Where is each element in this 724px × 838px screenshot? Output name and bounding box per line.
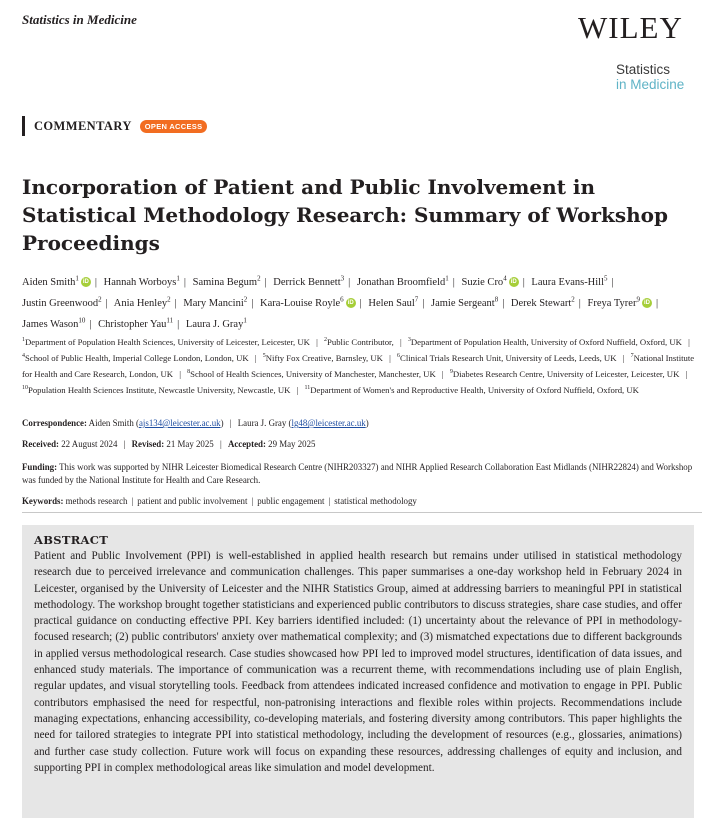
affiliation-text: National Institute for Health and Care Research, London, UK — [22, 352, 695, 379]
received-label: Received: — [22, 439, 59, 449]
separator: | — [611, 276, 614, 288]
accepted-label: Accepted: — [227, 439, 266, 449]
separator: | — [522, 276, 525, 288]
affiliation-number: 11 — [304, 384, 311, 391]
divider — [22, 512, 702, 513]
article-title: Incorporation of Patient and Public Involvement in Statistical Methodology Research: Summary of Workshop Proceedings — [22, 175, 668, 255]
separator: | — [89, 318, 92, 330]
separator: | — [685, 368, 688, 379]
orcid-icon[interactable]: iD — [82, 279, 89, 286]
keyword[interactable]: patient and public involvement — [137, 496, 248, 506]
author[interactable] — [22, 274, 91, 288]
author-name: Derrick Bennett — [273, 276, 341, 288]
author-affiliation-number: 3 — [340, 274, 345, 282]
affiliation — [397, 353, 616, 363]
received-date: 22 August 2024 — [61, 439, 118, 449]
separator: | — [389, 352, 391, 363]
author-name: Kara-Louise Royle — [259, 297, 341, 309]
author-affiliation-number: 1 — [75, 274, 79, 282]
orcid-icon[interactable]: iD — [643, 300, 650, 307]
affiliation — [324, 337, 394, 347]
affiliation — [187, 369, 436, 379]
separator: | — [655, 297, 659, 309]
separator: | — [688, 336, 690, 347]
correspondence-name-2: Laura J. Gray — [237, 418, 287, 428]
author[interactable] — [461, 274, 518, 288]
revised-label: Revised: — [131, 439, 165, 449]
separator: | — [441, 368, 444, 379]
author-name: Laura Evans-Hill — [531, 276, 605, 288]
author-affiliation-number: 4 — [503, 274, 507, 282]
affiliation-text: School of Health Sciences, University of Manchester, Manchester, UK — [190, 368, 436, 379]
section-bar — [22, 116, 25, 136]
orcid-icon[interactable]: iD — [510, 279, 517, 286]
separator: | — [94, 276, 97, 288]
author[interactable] — [192, 274, 261, 288]
funding-label: Funding: — [22, 462, 58, 472]
separator: | — [422, 297, 425, 309]
affiliation — [305, 385, 639, 395]
separator: | — [251, 297, 254, 309]
separator: | — [177, 318, 180, 330]
affiliation-number: 10 — [22, 384, 28, 391]
separator: | — [452, 276, 455, 288]
article-type-row — [22, 116, 207, 136]
author-name: Hannah Worboys — [103, 276, 177, 288]
affiliation — [22, 337, 310, 347]
separator: | — [316, 336, 318, 347]
separator: | — [264, 276, 267, 288]
author[interactable] — [185, 316, 247, 330]
author-name: Jonathan Broomfield — [356, 276, 446, 288]
article-dates: Received: 22 August 2024 | Revised: 21 May 2025 | Accepted: 29 May 2025 — [22, 439, 316, 449]
separator: | — [502, 297, 505, 309]
author[interactable] — [368, 295, 419, 309]
separator: | — [348, 276, 351, 288]
author-affiliation-number: 5 — [604, 274, 608, 282]
correspondence: Correspondence: Aiden Smith (ajs134@leicester.ac.uk) | Laura J. Gray (lg48@leicester.ac.uk) — [22, 418, 369, 428]
affiliation-text: Diabetes Research Centre, University of Leicester, Leicester, UK — [452, 368, 680, 379]
author-affiliation-number: 10 — [78, 316, 86, 324]
affiliation-number: 4 — [22, 352, 25, 359]
abstract-box — [22, 525, 694, 818]
author-affiliation-number: 6 — [340, 295, 344, 303]
email-link-2[interactable]: lg48@leicester.ac.uk — [291, 418, 366, 428]
separator: | — [328, 496, 331, 506]
author-name: Ania Henley — [113, 297, 168, 309]
publisher-logo[interactable]: WILEY — [578, 10, 683, 45]
affiliation-number: 9 — [449, 368, 453, 375]
author[interactable] — [273, 274, 345, 288]
keywords — [22, 495, 702, 508]
keyword[interactable]: public engagement — [257, 496, 325, 506]
affiliation-number: 8 — [187, 368, 191, 375]
affiliation — [22, 385, 290, 395]
affiliation-number: 6 — [397, 352, 401, 359]
funding-text: This work was supported by NIHR Leicester Biomedical Research Centre (NIHR203327) and NIHR Applied Research Collaboration East Midlands (NIHR22824) and Workshop was funded by the National Institute for Health and Care Research. — [22, 462, 693, 485]
author[interactable] — [259, 295, 356, 309]
author-name: Jamie Sergeant — [431, 297, 495, 309]
author-affiliation-number: 1 — [243, 316, 247, 324]
author[interactable] — [98, 316, 174, 330]
abstract-heading: ABSTRACT — [34, 533, 109, 547]
affiliation — [408, 337, 682, 347]
affiliation-text: Nifty Fox Creative, Barnsley, UK — [265, 352, 383, 363]
brand-line-1: Statistics — [616, 62, 671, 77]
separator: | — [174, 297, 177, 309]
author[interactable] — [587, 295, 652, 309]
affiliation-text: School of Public Health, Imperial College London, London, UK — [25, 352, 249, 363]
orcid-icon[interactable]: iD — [347, 300, 354, 307]
accepted-date: 29 May 2025 — [268, 439, 316, 449]
keyword[interactable]: methods research — [65, 496, 128, 506]
affiliation-number: 5 — [262, 352, 266, 359]
affiliation-text: Department of Population Health Sciences, University of Leicester, Leicester, UK — [25, 336, 310, 347]
author[interactable] — [103, 274, 180, 288]
keyword[interactable]: statistical methodology — [334, 496, 417, 506]
separator: | — [251, 496, 254, 506]
email-link-1[interactable]: ajs134@leicester.ac.uk — [138, 418, 221, 428]
open-access-badge[interactable]: OPEN ACCESS — [140, 120, 208, 133]
affiliation-text: Department of Population Health, University of Oxford Nuffield, Oxford, UK — [410, 336, 682, 347]
author[interactable] — [431, 295, 499, 309]
author-affiliation-number: 2 — [257, 274, 261, 282]
author[interactable] — [113, 295, 171, 309]
affiliation-text: Department of Women's and Reproductive Health, University of Oxford Nuffield, Oxford, UK — [310, 384, 639, 395]
keywords-label: Keywords: — [22, 496, 64, 506]
affiliation — [450, 369, 680, 379]
brand-line-2: in Medicine — [616, 77, 685, 92]
author-name: Justin Greenwood — [22, 297, 99, 309]
author[interactable] — [510, 295, 575, 309]
author[interactable] — [22, 316, 86, 330]
journal-name: Statistics in Medicine — [22, 12, 137, 27]
separator: | — [105, 297, 108, 309]
separator: | — [179, 368, 181, 379]
funding — [22, 461, 702, 487]
author-name: Helen Saul — [368, 297, 415, 309]
affiliation — [22, 353, 249, 363]
separator: | — [399, 336, 402, 347]
author-affiliation-number: 2 — [167, 295, 171, 303]
affiliation-text: Population Health Sciences Institute, Newcastle University, Newcastle, UK — [28, 384, 291, 395]
affiliation-text: Public Contributor, — [327, 336, 394, 347]
author-name: Suzie Cro — [461, 276, 504, 288]
author-affiliation-number: 2 — [98, 295, 102, 303]
author[interactable] — [531, 274, 608, 288]
affiliation-number: 3 — [407, 337, 411, 343]
author-name: Christopher Yau — [98, 318, 167, 330]
author-affiliation-number: 8 — [494, 295, 499, 303]
author[interactable] — [22, 295, 102, 309]
separator: | — [296, 384, 299, 395]
journal-brand-mark — [616, 62, 684, 92]
author-name: Freya Tyrer — [587, 297, 637, 309]
author-affiliation-number: 1 — [445, 274, 449, 282]
author-name: Derek Stewart — [510, 297, 572, 309]
affiliation-text: Clinical Trials Research Unit, University of Leeds, Leeds, UK — [400, 352, 617, 363]
author-affiliation-number: 9 — [636, 295, 640, 303]
separator: | — [183, 276, 186, 288]
author[interactable] — [183, 295, 248, 309]
author-name: Aiden Smith — [22, 276, 76, 288]
separator: | — [578, 297, 581, 309]
affiliation-number: 2 — [324, 337, 328, 343]
abstract-text: Patient and Public Involvement (PPI) is well-established in applied health research but remains under utilised in statistical methodology research due to perceived irrelevance and communication challenges. This paper summarises a one-day workshop held in February 2024 in Leicester, organised by the University of Leicester and the NIHR Statistics Group, aimed at addressing barriers to meaningful PPI in statistical methodology. The workshop brought together statisticians and experienced public contributors to discuss strategies, share case studies, and offer practical guidance on conducting effective PPI. Key barriers identified included: (1) uncertainty about the relevance of PPI in methodology-focused research; (2) public contributors' anxiety over mathematical complexity; and (3) mismatched expectations due to different backgrounds in applied versus methodological research. Case studies showcased how PPI led to improved model structures, identification of data issues, and enhanced study materials. The importance of communication was a recurrent theme, with recommendations including use of plain English, regular updates, and visual storytelling tools. Feedback from attendees indicated increased confidence and motivation to engage in PPI. Public contributors emphasised the need for respectful, non-patronising interactions and flexible roles within projects. Recommendations include managing expectations, enhancing accessibility, co-developing materials, and fostering diversity among contributors. This paper highlights the need for tailored strategies to integrate PPI into statistical methodology, including the development of resources (e.g., glossaries, animations) and further case study collection. Future work will focus on expanding these resources, addressing challenges of equity and inclusion, and supporting PPI in complex methodological areas like simulation and model development. — [34, 550, 682, 774]
author-name: Mary Mancini — [183, 297, 244, 309]
correspondence-name-1: Aiden Smith — [88, 418, 134, 428]
revised-date: 21 May 2025 — [166, 439, 214, 449]
author[interactable] — [356, 274, 449, 288]
author-name: Laura J. Gray — [185, 318, 244, 330]
author-affiliation-number: 2 — [571, 295, 575, 303]
article-type: COMMENTARY — [34, 118, 132, 133]
author-affiliation-number: 2 — [243, 295, 248, 303]
author-affiliation-number: 1 — [176, 274, 180, 282]
author-affiliation-number: 7 — [414, 295, 419, 303]
affiliation-number: 1 — [22, 337, 25, 343]
affiliation — [263, 353, 383, 363]
separator: | — [359, 297, 362, 309]
author-name: Samina Begum — [192, 276, 258, 288]
author-name: James Wason — [22, 318, 79, 330]
author-list — [22, 270, 702, 333]
separator: | — [622, 352, 625, 363]
affiliation-list — [22, 333, 702, 397]
separator: | — [131, 496, 134, 506]
author-affiliation-number: 11 — [166, 316, 174, 324]
separator: | — [254, 352, 257, 363]
affiliation-number: 7 — [630, 352, 634, 359]
correspondence-label: Correspondence: — [22, 418, 87, 428]
